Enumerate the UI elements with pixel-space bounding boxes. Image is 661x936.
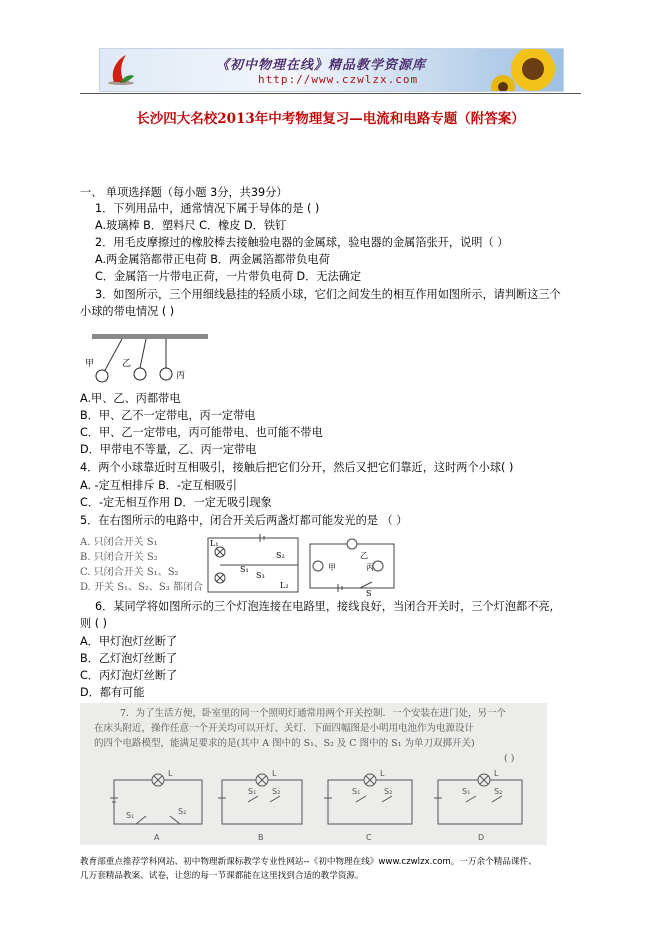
q5-stem: 5．在右图所示的电路中，闭合开关后两盏灯都可能发光的是 （ ） — [80, 514, 408, 527]
q6-option-d: D．都有可能 — [80, 686, 145, 699]
q2-stem: 2．用毛皮摩擦过的橡胶棒去接触验电器的金属球，验电器的金属箔张开，说明（ ） — [95, 236, 509, 249]
q7-label-a-l: L — [168, 769, 173, 778]
q7-line2: 在床头附近，操作任意一个开关均可以开灯、关灯．下面四幅图是小明用电池作为电源设计 — [94, 723, 475, 734]
site-logo-icon — [106, 52, 136, 86]
q2-options-cd: C．金属箔一片带电正荷，一片带负电荷 D．无法确定 — [95, 270, 362, 283]
q5-label-s2: S₂ — [276, 551, 285, 560]
q7-label-a: A — [154, 833, 160, 842]
q1-stem: 1．下列用品中，通常情况下属于导体的是 ( ) — [95, 202, 320, 215]
q3-label-jia: 甲 — [85, 359, 95, 369]
q7-label-a-s1: S₁ — [126, 811, 135, 820]
q6-stem-line2: 则 ( ) — [80, 617, 108, 630]
q5-label-yi: 乙 — [360, 551, 368, 560]
q7-label-d-s1: S₁ — [462, 787, 471, 796]
q7-label-d-l: L — [494, 769, 499, 778]
q5-option-b: B. 只闭合开关 S₂ — [80, 552, 158, 563]
q7-line1: 7．为了生活方便，卧室里的同一个照明灯通常用两个开关控制．一个安装在进门处，另一个 — [120, 708, 507, 719]
q6-option-c: C．丙灯泡灯丝断了 — [80, 669, 178, 682]
q5-label-l2: L₂ — [280, 581, 289, 590]
q3-stem-line2: 小球的带电情况 ( ) — [80, 305, 175, 318]
q7-label-b-s1: S₁ — [248, 787, 257, 796]
q7-label-a-s2: S₂ — [178, 807, 187, 816]
footer-line1: 教育部重点推荐学科网站、初中物理新课标教学专业性网站--《初中物理在线》www.czwlzx.com。一万余个精品课件、 — [80, 857, 537, 867]
header-banner — [99, 48, 564, 92]
q5-option-d: D. 开关 S₁、S₂、S₃ 都闭合 — [80, 582, 203, 593]
page-title: 长沙四大名校2013年中考物理复习—电流和电路专题（附答案） — [136, 111, 525, 127]
q7-figure-circuits — [106, 768, 536, 844]
q7-answer-paren: ( ) — [504, 753, 515, 764]
q7-label-c-s1: S₁ — [352, 787, 361, 796]
footer-line2: 几万套精品教案、试卷，让您的每一节课都能在这里找到合适的教学资源。 — [80, 871, 364, 881]
q3-option-c: C．甲、乙一定带电，丙可能带电、也可能不带电 — [80, 426, 323, 439]
q7-label-c-l: L — [380, 769, 385, 778]
q5-option-a: A. 只闭合开关 S₁ — [80, 537, 158, 548]
q5-label-s: S — [366, 589, 372, 598]
q3-figure-balls — [82, 326, 222, 388]
section-heading: 一、 单项选择题（每小题 3分，共39分） — [80, 186, 288, 199]
q5-label-s3: S₃ — [256, 571, 265, 580]
sunflower-icon — [489, 48, 564, 92]
q4-options-cd: C．-定无相互作用 D．一定无吸引现象 — [80, 496, 272, 509]
q7-label-b-l: L — [272, 769, 277, 778]
header-divider — [80, 93, 581, 94]
q5-label-s1: S₁ — [240, 565, 249, 574]
q7-line3: 的四个电路模型，能满足要求的是(其中 A 图中的 S₁、S₂ 及 C 图中的 S₁ 为单刀双掷开关) — [94, 738, 475, 749]
q1-options: A.玻璃棒 B．塑料尺 C．橡皮 D．铁钉 — [95, 219, 287, 232]
q3-label-yi: 乙 — [122, 359, 132, 369]
q5-label-l1: L₁ — [210, 539, 219, 548]
q4-stem: 4．两个小球靠近时互相吸引，接触后把它们分开，然后又把它们靠近，这时两个小球( ) — [80, 461, 514, 474]
q5-label-bing: 丙 — [366, 563, 374, 572]
q3-option-a: A.甲、乙、丙都带电 — [80, 392, 181, 405]
q2-options-ab: A.两金属箔都带正电荷 B．两金属箔都带负电荷 — [95, 253, 330, 266]
q3-option-d: D．甲带电不等量，乙、丙一定带电 — [80, 443, 257, 456]
banner-url: http://www.czwlzx.com — [258, 73, 419, 86]
banner-title: 《初中物理在线》精品教学资源库 — [216, 58, 427, 73]
q6-option-a: A．甲灯泡灯丝断了 — [80, 635, 178, 648]
q4-options-ab: A. -定互相排斥 B．-定互相吸引 — [80, 479, 237, 492]
q5-figure-circuits — [200, 530, 400, 600]
q7-label-b: B — [258, 833, 264, 842]
q3-label-bing: 丙 — [176, 371, 186, 381]
q7-label-d-s2: S₂ — [494, 787, 503, 796]
q7-label-c-s2: S₂ — [384, 787, 393, 796]
q6-option-b: B．乙灯泡灯丝断了 — [80, 652, 178, 665]
q5-label-jia: 甲 — [328, 563, 336, 572]
q5-option-c: C. 只闭合开关 S₁、S₂ — [80, 567, 179, 578]
q3-stem-line1: 3．如图所示，三个用细线悬挂的轻质小球，它们之间发生的相互作用如图所示，请判断这三个 — [95, 288, 561, 301]
q7-label-b-s2: S₂ — [272, 787, 281, 796]
q3-option-b: B．甲、乙不一定带电，丙一定带电 — [80, 409, 256, 422]
q7-label-c: C — [366, 833, 372, 842]
q7-label-d: D — [478, 833, 485, 842]
q6-stem-line1: 6．某同学将如图所示的三个灯泡连接在电路里，接线良好，当闭合开关时，三个灯泡都不亮, — [95, 600, 554, 613]
